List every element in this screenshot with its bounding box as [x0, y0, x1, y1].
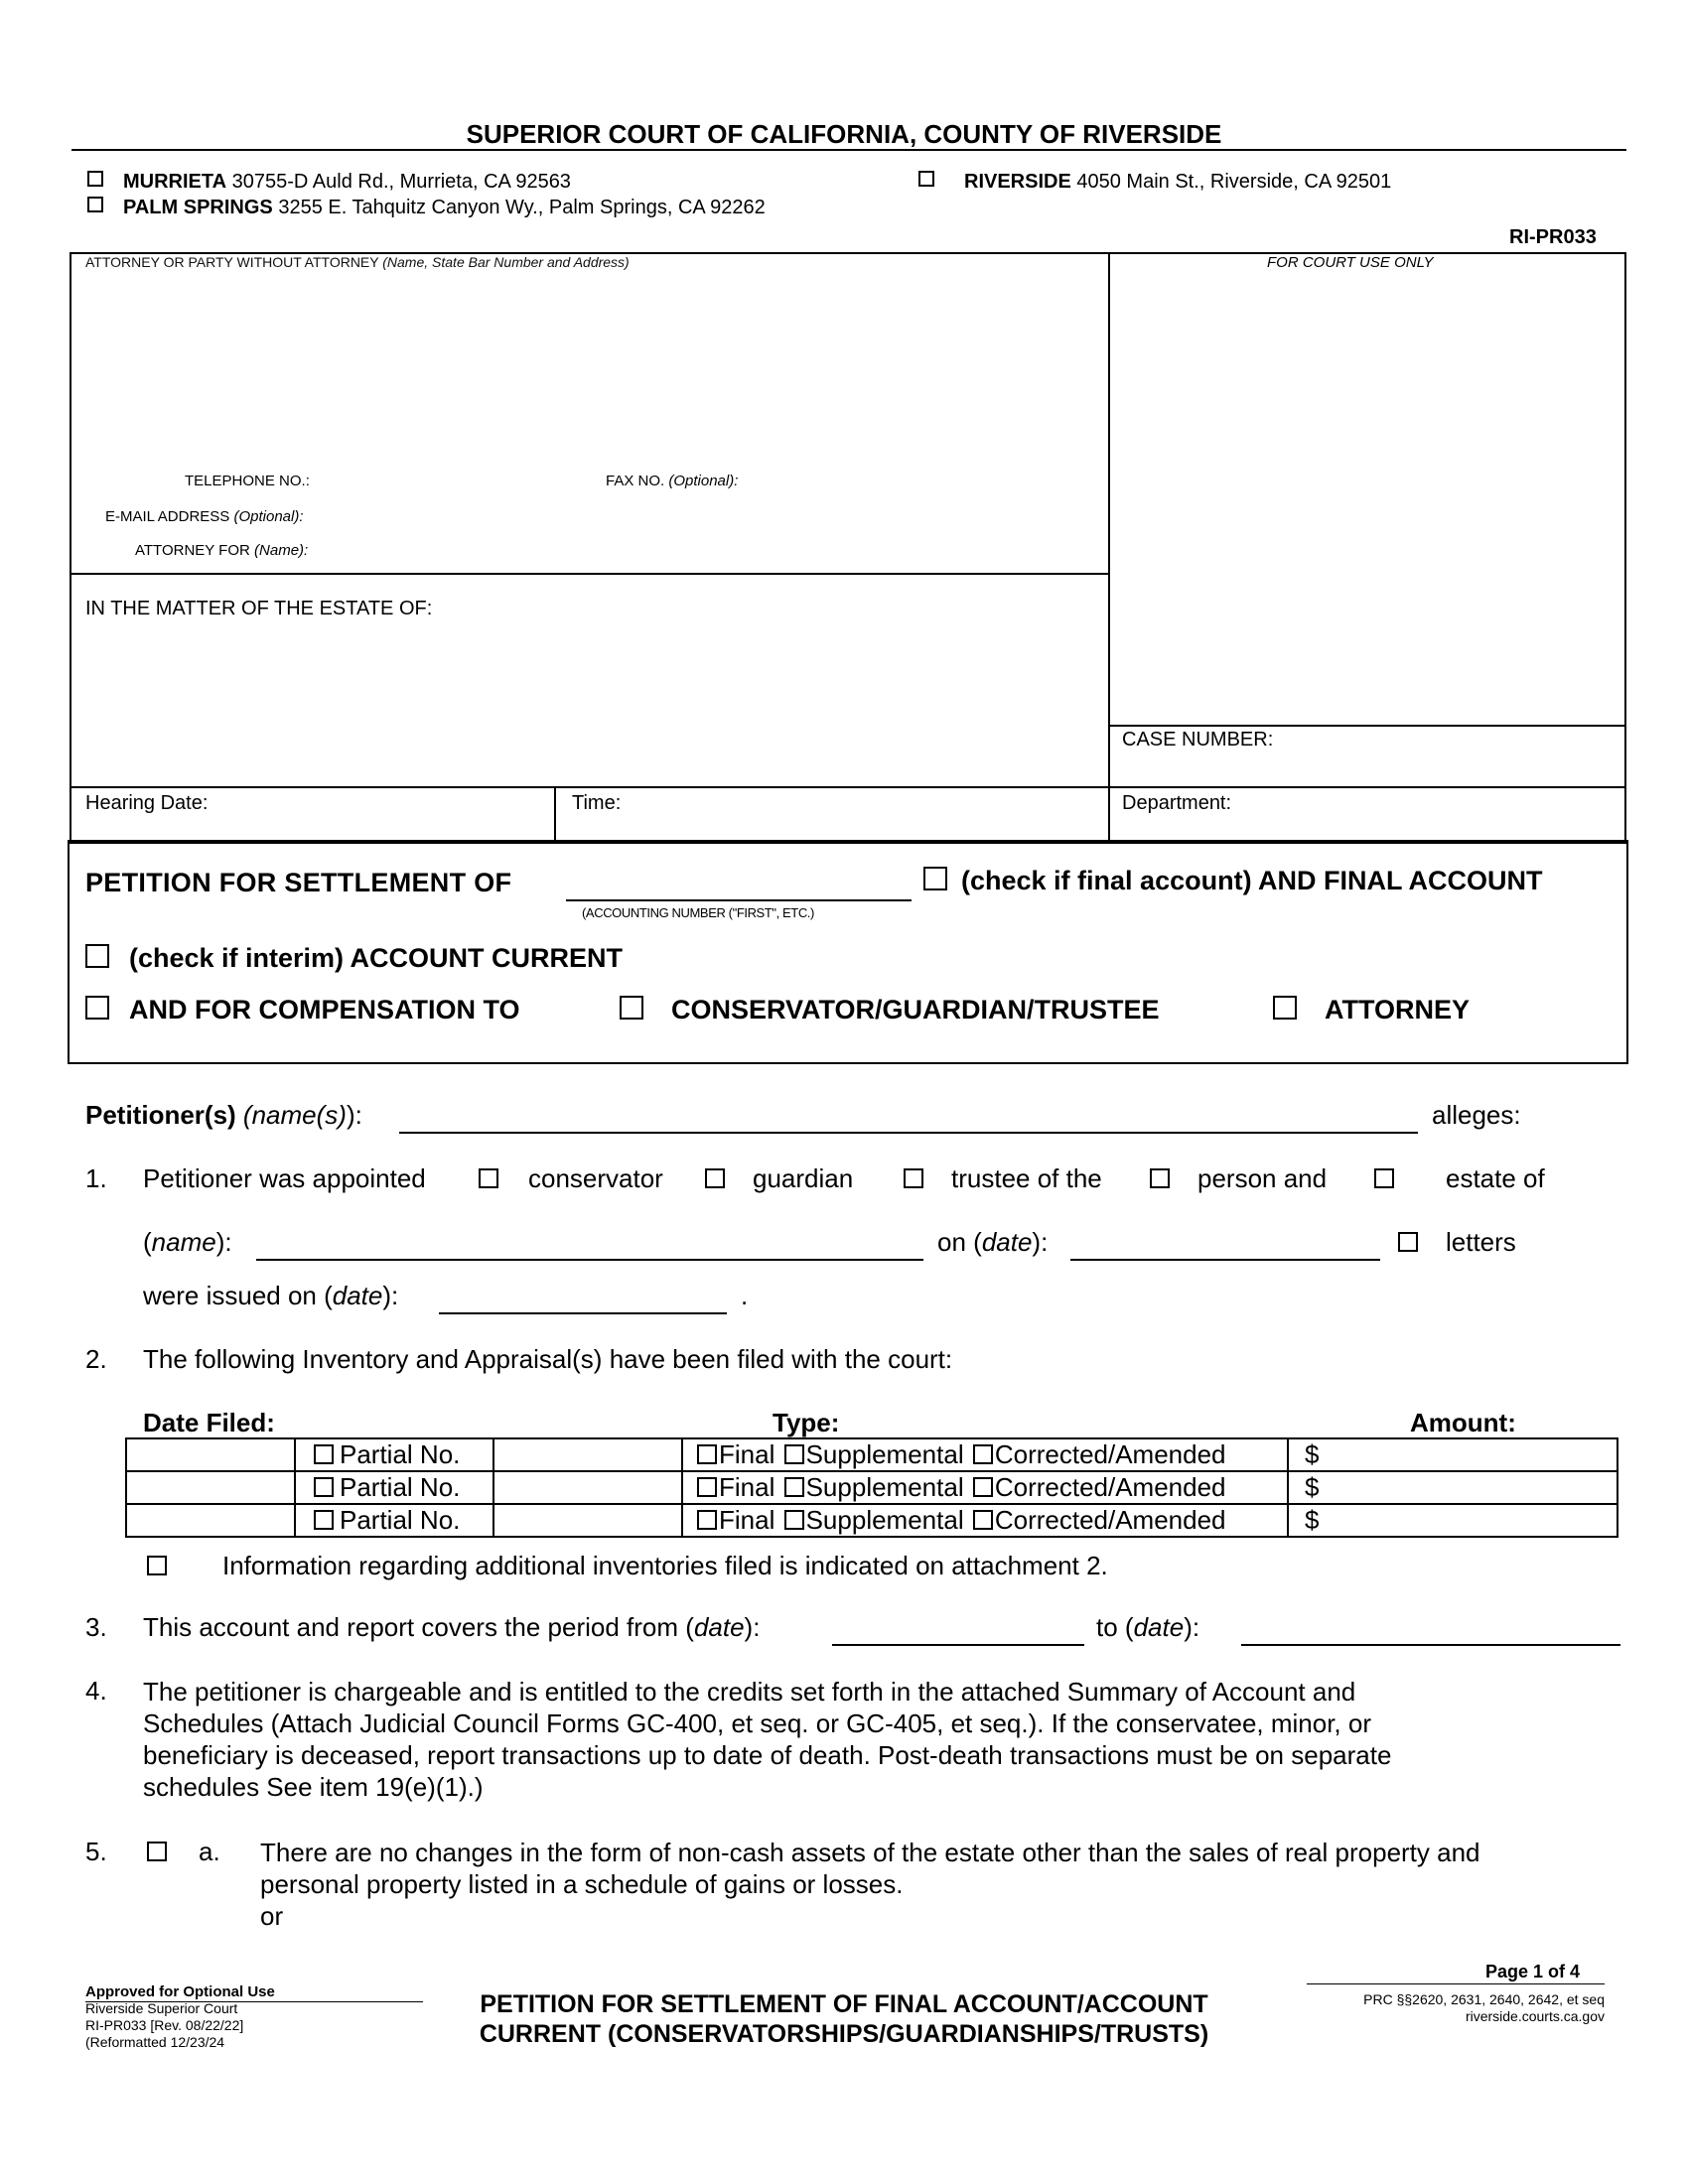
- department-label: Department:: [1122, 792, 1232, 814]
- murrieta-name: MURRIETA: [123, 171, 227, 193]
- attorney-comp-checkbox[interactable]: [1273, 996, 1297, 1020]
- supplemental-checkbox[interactable]: [784, 1510, 804, 1530]
- item1-trustee-label: trustee of the: [951, 1163, 1102, 1193]
- palm-springs-address: 3255 E. Tahquitz Canyon Wy., Palm Springs, CA 92262: [278, 197, 766, 218]
- partial-label: Partial No.: [340, 1439, 461, 1469]
- location-palm-springs: [87, 197, 766, 219]
- compensation-option: [85, 995, 520, 1025]
- date-filed-cell[interactable]: [126, 1504, 295, 1537]
- type-cell: [682, 1438, 1288, 1471]
- attorney-for-label: ATTORNEY FOR (Name):: [135, 542, 309, 559]
- footer-revision: RI-PR033 [Rev. 08/22/22]: [85, 2017, 244, 2033]
- inventory-table: [125, 1437, 1618, 1538]
- item1-period: .: [741, 1281, 749, 1310]
- item1-guardian-label: guardian: [753, 1163, 854, 1193]
- dollar-sign: $: [1305, 1439, 1320, 1469]
- email-label: E-MAIL ADDRESS (Optional):: [105, 508, 304, 525]
- item3-text: This account and report covers the period from (date):: [143, 1612, 761, 1642]
- palm-springs-checkbox[interactable]: [87, 197, 103, 212]
- compensation-checkbox[interactable]: [85, 996, 109, 1020]
- supplemental-checkbox[interactable]: [784, 1444, 804, 1464]
- attorney-input[interactable]: [79, 276, 1092, 465]
- item1-on-date-label: on (date):: [937, 1227, 1049, 1257]
- partial-number-cell[interactable]: [493, 1471, 682, 1504]
- court-use-area[interactable]: [1112, 278, 1618, 715]
- final-label: Final: [719, 1472, 775, 1502]
- item4-line: schedules See item 19(e)(1).): [143, 1772, 484, 1802]
- palm-springs-name: PALM SPRINGS: [123, 197, 273, 218]
- footer-right: [1291, 1991, 1605, 2025]
- item1-person-label: person and: [1197, 1163, 1328, 1193]
- item1-text: Petitioner was appointed: [143, 1163, 426, 1193]
- conservator-comp-checkbox[interactable]: [620, 996, 643, 1020]
- riverside-name: RIVERSIDE: [964, 171, 1071, 193]
- item5-line: personal property listed in a schedule of gains or losses.: [260, 1869, 904, 1899]
- dollar-sign: $: [1305, 1505, 1320, 1535]
- alleges-label: alleges:: [1432, 1100, 1521, 1130]
- fax-input[interactable]: [755, 467, 1092, 492]
- telephone-label: TELEPHONE NO.:: [185, 473, 310, 489]
- item1-conservator-checkbox[interactable]: [479, 1168, 498, 1188]
- supplemental-label: Supplemental: [805, 1439, 964, 1469]
- caption-vertical-divider: [1108, 252, 1110, 844]
- item5-line: There are no changes in the form of non-cash assets of the estate other than the sales of real property and: [260, 1838, 1480, 1867]
- additional-inventories-checkbox[interactable]: [147, 1556, 167, 1575]
- additional-inventories-text: Information regarding additional inventories filed is indicated on attachment 2.: [222, 1551, 1108, 1580]
- date-filed-cell[interactable]: [126, 1438, 295, 1471]
- case-number-label: CASE NUMBER:: [1122, 729, 1274, 751]
- hearing-divider: [70, 786, 1626, 788]
- item1-letters-label: letters: [1446, 1227, 1516, 1257]
- partial-cell: [295, 1504, 493, 1537]
- footer-court: Riverside Superior Court: [85, 2000, 238, 2016]
- item5-line: or: [260, 1901, 284, 1931]
- form-id: RI-PR033: [1509, 226, 1597, 248]
- interim-checkbox[interactable]: [85, 944, 109, 968]
- item1-number: 1.: [85, 1163, 107, 1193]
- item1-estate-checkbox[interactable]: [1374, 1168, 1394, 1188]
- partial-cell: [295, 1471, 493, 1504]
- partial-number-cell[interactable]: [493, 1504, 682, 1537]
- item2-number: 2.: [85, 1344, 107, 1374]
- item5a-checkbox[interactable]: [147, 1842, 167, 1861]
- col-amount: Amount:: [1410, 1408, 1516, 1437]
- petitioner-label: Petitioner(s) (name(s)):: [85, 1100, 362, 1130]
- court-use-label: FOR COURT USE ONLY: [1267, 254, 1434, 271]
- attorney-for-input[interactable]: [318, 536, 1092, 562]
- table-row: [126, 1438, 1618, 1471]
- case-number-divider: [1108, 725, 1626, 727]
- riverside-address: 4050 Main St., Riverside, CA 92501: [1076, 171, 1392, 193]
- item3-from-date-input[interactable]: [832, 1644, 1084, 1646]
- email-input[interactable]: [318, 502, 1092, 528]
- corrected-checkbox[interactable]: [973, 1477, 993, 1497]
- item5-number: 5.: [85, 1837, 107, 1866]
- footer-left-rule: [85, 2001, 423, 2002]
- item4-line: beneficiary is deceased, report transactions up to date of death. Post-death transactions must be on separate: [143, 1740, 1392, 1770]
- location-riverside: [918, 171, 1391, 194]
- item1-person-checkbox[interactable]: [1150, 1168, 1170, 1188]
- item3-to-date-input[interactable]: [1241, 1644, 1620, 1646]
- hearing-date-input[interactable]: [228, 792, 546, 832]
- final-checkbox[interactable]: [697, 1510, 717, 1530]
- type-cell: [682, 1504, 1288, 1537]
- amount-cell[interactable]: [1288, 1438, 1618, 1471]
- table-row: [126, 1471, 1618, 1504]
- attorney-comp-label: ATTORNEY: [1325, 995, 1471, 1024]
- footer-title-line: CURRENT (CONSERVATORSHIPS/GUARDIANSHIPS/TRUSTS): [479, 2020, 1209, 2048]
- item1-letters-checkbox[interactable]: [1398, 1232, 1418, 1252]
- footer-approved: Approved for Optional Use: [85, 1983, 275, 2000]
- time-label: Time:: [572, 792, 622, 814]
- accounting-number-input[interactable]: [566, 899, 912, 901]
- item1-name-label: (name):: [143, 1227, 232, 1257]
- final-account-option: [923, 866, 1543, 896]
- corrected-label: Corrected/Amended: [994, 1472, 1226, 1502]
- accounting-number-note: (ACCOUNTING NUMBER ("FIRST", ETC.): [582, 905, 814, 920]
- final-checkbox[interactable]: [697, 1444, 717, 1464]
- court-title: SUPERIOR COURT OF CALIFORNIA, COUNTY OF RIVERSIDE: [466, 119, 1222, 149]
- date-filed-cell[interactable]: [126, 1471, 295, 1504]
- attorney-label: ATTORNEY OR PARTY WITHOUT ATTORNEY (Name, State Bar Number and Address): [85, 254, 630, 270]
- footer-title: [417, 1989, 1271, 2049]
- item4-line: Schedules (Attach Judicial Council Forms GC-400, et seq. or GC-405, et seq.). If the conservatee, minor, or: [143, 1708, 1371, 1738]
- interim-option: [85, 943, 623, 974]
- final-label: Final: [719, 1505, 775, 1535]
- corrected-checkbox[interactable]: [973, 1444, 993, 1464]
- attorney-divider: [70, 573, 1109, 575]
- supplemental-label: Supplemental: [805, 1472, 964, 1502]
- partial-label: Partial No.: [340, 1472, 461, 1502]
- attorney-option: [1273, 995, 1470, 1025]
- item1-guardian-checkbox[interactable]: [705, 1168, 725, 1188]
- footer-left: [85, 1983, 275, 2051]
- partial-checkbox[interactable]: [314, 1444, 334, 1464]
- item4-line: The petitioner is chargeable and is entitled to the credits set forth in the attached Summary of Account and: [143, 1677, 1356, 1706]
- murrieta-address: 30755-D Auld Rd., Murrieta, CA 92563: [231, 171, 571, 193]
- item5-sub: a.: [199, 1837, 220, 1866]
- corrected-label: Corrected/Amended: [994, 1505, 1226, 1535]
- hearing-time-divider: [554, 786, 556, 844]
- final-account-checkbox[interactable]: [923, 867, 947, 890]
- partial-cell: [295, 1438, 493, 1471]
- footer-rule: [1307, 1983, 1605, 1984]
- footer-reformatted: (Reformatted 12/23/24: [85, 2034, 225, 2050]
- estate-of-input[interactable]: [85, 625, 1088, 774]
- interim-label: (check if interim) ACCOUNT CURRENT: [129, 943, 624, 973]
- partial-checkbox[interactable]: [314, 1510, 334, 1530]
- department-input[interactable]: [1253, 792, 1620, 832]
- riverside-checkbox[interactable]: [918, 171, 934, 187]
- time-input[interactable]: [635, 792, 1102, 832]
- location-murrieta: [87, 171, 571, 194]
- item5-text: [260, 1837, 1480, 1932]
- supplemental-checkbox[interactable]: [784, 1477, 804, 1497]
- corrected-checkbox[interactable]: [973, 1510, 993, 1530]
- amount-cell[interactable]: [1288, 1504, 1618, 1537]
- final-label: Final: [719, 1439, 775, 1469]
- page-number: Page 1 of 4: [1485, 1962, 1581, 1981]
- item3-number: 3.: [85, 1612, 107, 1642]
- item1-name-input[interactable]: [256, 1259, 923, 1261]
- murrieta-checkbox[interactable]: [87, 171, 103, 187]
- footer-website: riverside.courts.ca.gov: [1465, 2008, 1605, 2024]
- item4-number: 4.: [85, 1676, 107, 1706]
- item1-issued-date-input[interactable]: [439, 1312, 727, 1314]
- type-cell: [682, 1471, 1288, 1504]
- item1-estate-label: estate of: [1446, 1163, 1545, 1193]
- footer-title-line: PETITION FOR SETTLEMENT OF FINAL ACCOUNT/ACCOUNT: [480, 1990, 1208, 2018]
- hearing-date-label: Hearing Date:: [85, 792, 209, 814]
- compensation-label: AND FOR COMPENSATION TO: [129, 995, 520, 1024]
- corrected-label: Corrected/Amended: [994, 1439, 1226, 1469]
- final-checkbox[interactable]: [697, 1477, 717, 1497]
- amount-cell[interactable]: [1288, 1471, 1618, 1504]
- item1-trustee-checkbox[interactable]: [904, 1168, 923, 1188]
- estate-of-label: IN THE MATTER OF THE ESTATE OF:: [85, 598, 433, 619]
- col-type: Type:: [773, 1408, 840, 1437]
- telephone-input[interactable]: [318, 467, 596, 492]
- conservator-comp-label: CONSERVATOR/GUARDIAN/TRUSTEE: [671, 995, 1160, 1024]
- fax-label: FAX NO. (Optional):: [606, 473, 739, 489]
- conservator-option: [620, 995, 1160, 1025]
- partial-number-cell[interactable]: [493, 1438, 682, 1471]
- dollar-sign: $: [1305, 1472, 1320, 1502]
- supplemental-label: Supplemental: [805, 1505, 964, 1535]
- item1-issued-label: were issued on (date):: [143, 1281, 399, 1310]
- footer-statutes: PRC §§2620, 2631, 2640, 2642, et seq: [1363, 1991, 1605, 2007]
- item3-to-label: to (date):: [1096, 1612, 1200, 1642]
- case-number-input[interactable]: [1112, 752, 1618, 782]
- petitioner-name-input[interactable]: [399, 1132, 1418, 1134]
- col-date-filed: Date Filed:: [143, 1408, 275, 1437]
- partial-label: Partial No.: [340, 1505, 461, 1535]
- item1-date-input[interactable]: [1070, 1259, 1380, 1261]
- header-rule: [71, 149, 1626, 151]
- item2-text: The following Inventory and Appraisal(s) have been filed with the court:: [143, 1344, 953, 1374]
- item1-conservator-label: conservator: [528, 1163, 663, 1193]
- item4-text: [143, 1676, 1391, 1803]
- partial-checkbox[interactable]: [314, 1477, 334, 1497]
- final-account-label: (check if final account) AND FINAL ACCOUNT: [961, 866, 1543, 895]
- petition-for-label: PETITION FOR SETTLEMENT OF: [85, 868, 512, 897]
- table-row: [126, 1504, 1618, 1537]
